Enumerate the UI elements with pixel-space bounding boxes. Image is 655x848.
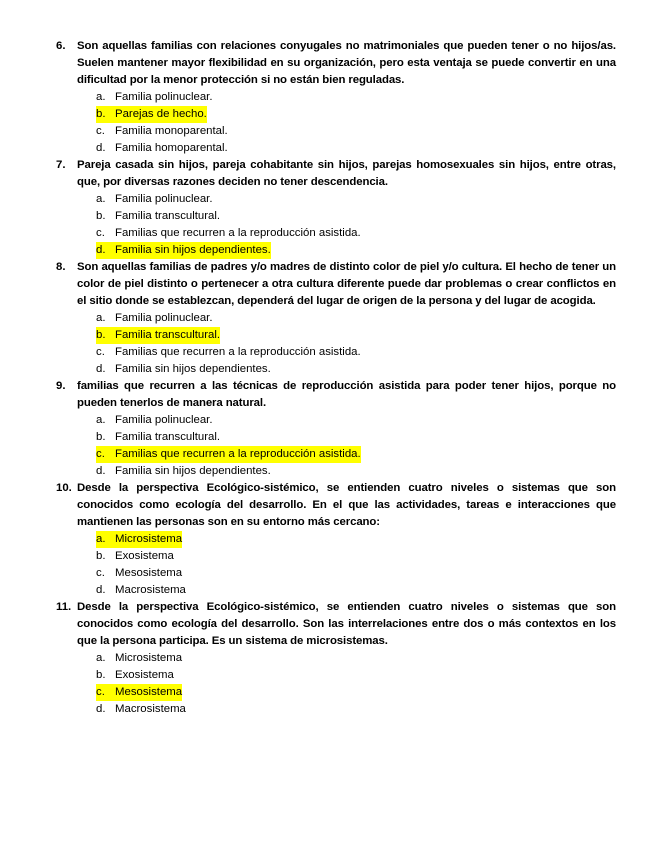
question-text: Pareja casada sin hijos, pareja cohabitante sin hijos, parejas homosexuales sin hijos, entre otras, que, por diversas razones deciden no tener descendencia.: [77, 159, 616, 188]
answer-option: [56, 225, 616, 242]
option-text: Mesosistema: [109, 684, 182, 701]
option-letter: a.: [96, 652, 106, 664]
answer-options: [56, 191, 616, 259]
answer-option: [56, 701, 616, 718]
question-item: [56, 378, 616, 480]
option-text: Macrosistema: [115, 584, 186, 596]
option-letter: a.: [96, 193, 106, 205]
answer-option: [56, 344, 616, 361]
option-text: Familia transcultural.: [109, 327, 220, 344]
question-text: familias que recurren a las técnicas de reproducción asistida para poder tener hijos, porque no pueden tenerlos de manera natural.: [77, 380, 616, 409]
option-letter: d.: [96, 584, 106, 596]
answer-option: [56, 123, 616, 140]
answer-option: [56, 310, 616, 327]
answer-option: [56, 89, 616, 106]
answer-option-highlighted: [56, 446, 616, 463]
option-text: Familia monoparental.: [115, 125, 228, 137]
option-text: Familias que recurren a la reproducción asistida.: [115, 227, 361, 239]
option-letter: b.: [96, 327, 112, 344]
answer-option: [56, 429, 616, 446]
answer-option-highlighted: [56, 106, 616, 123]
question-item: [56, 157, 616, 259]
option-text: Parejas de hecho.: [109, 106, 207, 123]
question-number: 6.: [56, 40, 66, 52]
option-text: Mesosistema: [115, 567, 183, 579]
option-text: Exosistema: [115, 669, 174, 681]
question-item: [56, 480, 616, 599]
answer-options: [56, 650, 616, 718]
question-text: Son aquellas familias con relaciones conyugales no matrimoniales que pueden tener o no hijos/as. Suelen mantener mayor flexibilidad en su organización, pero esta ventaja se puede convertir en una dificultad por la menor protección si no están bien reguladas.: [77, 40, 616, 86]
option-text: Familia sin hijos dependientes.: [109, 242, 271, 259]
option-letter: b.: [96, 550, 106, 562]
option-letter: a.: [96, 531, 112, 548]
answer-options: [56, 531, 616, 599]
option-text: Exosistema: [115, 550, 174, 562]
option-text: Familia polinuclear.: [115, 193, 213, 205]
answer-option: [56, 140, 616, 157]
option-letter: a.: [96, 312, 106, 324]
answer-option: [56, 361, 616, 378]
answer-option-highlighted: [56, 327, 616, 344]
answer-option: [56, 548, 616, 565]
option-letter: b.: [96, 431, 106, 443]
option-letter: a.: [96, 91, 106, 103]
option-letter: c.: [96, 227, 105, 239]
option-text: Familia sin hijos dependientes.: [115, 363, 271, 375]
answer-option: [56, 650, 616, 667]
option-text: Familia homoparental.: [115, 142, 228, 154]
option-letter: b.: [96, 669, 106, 681]
answer-option-highlighted: [56, 242, 616, 259]
answer-option: [56, 667, 616, 684]
option-text: Familia sin hijos dependientes.: [115, 465, 271, 477]
option-text: Familia polinuclear.: [115, 414, 213, 426]
option-letter: b.: [96, 210, 106, 222]
answer-option-highlighted: [56, 684, 616, 701]
option-text: Microsistema: [109, 531, 182, 548]
option-letter: c.: [96, 446, 111, 463]
answer-option: [56, 412, 616, 429]
option-letter: a.: [96, 414, 106, 426]
option-letter: d.: [96, 703, 106, 715]
option-text: Familia transcultural.: [115, 210, 221, 222]
option-letter: c.: [96, 567, 105, 579]
question-number: 10.: [56, 482, 72, 494]
option-text: Familias que recurren a la reproducción asistida.: [109, 446, 361, 463]
answer-options: [56, 310, 616, 378]
answer-options: [56, 89, 616, 157]
answer-option: [56, 191, 616, 208]
question-list: [56, 38, 616, 718]
answer-option-highlighted: [56, 531, 616, 548]
option-letter: c.: [96, 125, 105, 137]
question-number: 9.: [56, 380, 66, 392]
option-text: Familias que recurren a la reproducción asistida.: [115, 346, 361, 358]
question-text: Son aquellas familias de padres y/o madres de distinto color de piel y/o cultura. El hecho de tener un color de piel distinto o pertenecer a otra cultura diferente puede dar problemas o crear conflictos en el sitio donde se establezcan, dependerá del lugar de origen de la persona y del lugar de acogida.: [77, 261, 616, 307]
question-item: [56, 259, 616, 378]
option-letter: d.: [96, 465, 106, 477]
question-number: 11.: [56, 601, 72, 613]
option-text: Familia polinuclear.: [115, 312, 213, 324]
option-letter: d.: [96, 363, 106, 375]
question-number: 8.: [56, 261, 66, 273]
option-letter: b.: [96, 106, 112, 123]
option-text: Familia transcultural.: [115, 431, 221, 443]
option-text: Microsistema: [115, 652, 183, 664]
option-letter: d.: [96, 142, 106, 154]
option-text: Macrosistema: [115, 703, 186, 715]
question-text: Desde la perspectiva Ecológico-sistémico, se entienden cuatro niveles o sistemas que son conocidos como ecología del desarrollo. Son las interrelaciones entre dos o más contextos en los que la persona participa. Es un sistema de microsistemas.: [77, 601, 616, 647]
option-letter: c.: [96, 346, 105, 358]
answer-options: [56, 412, 616, 480]
answer-option: [56, 582, 616, 599]
option-letter: d.: [96, 242, 112, 259]
option-letter: c.: [96, 684, 111, 701]
answer-option: [56, 208, 616, 225]
question-text: Desde la perspectiva Ecológico-sistémico, se entienden cuatro niveles o sistemas que son conocidos como ecología del desarrollo. En el que las actividades, tareas e interacciones que mantienen las personas son en su entorno más cercano:: [77, 482, 616, 528]
question-item: [56, 38, 616, 157]
question-number: 7.: [56, 159, 66, 171]
question-item: [56, 599, 616, 718]
answer-option: [56, 463, 616, 480]
answer-option: [56, 565, 616, 582]
option-text: Familia polinuclear.: [115, 91, 213, 103]
